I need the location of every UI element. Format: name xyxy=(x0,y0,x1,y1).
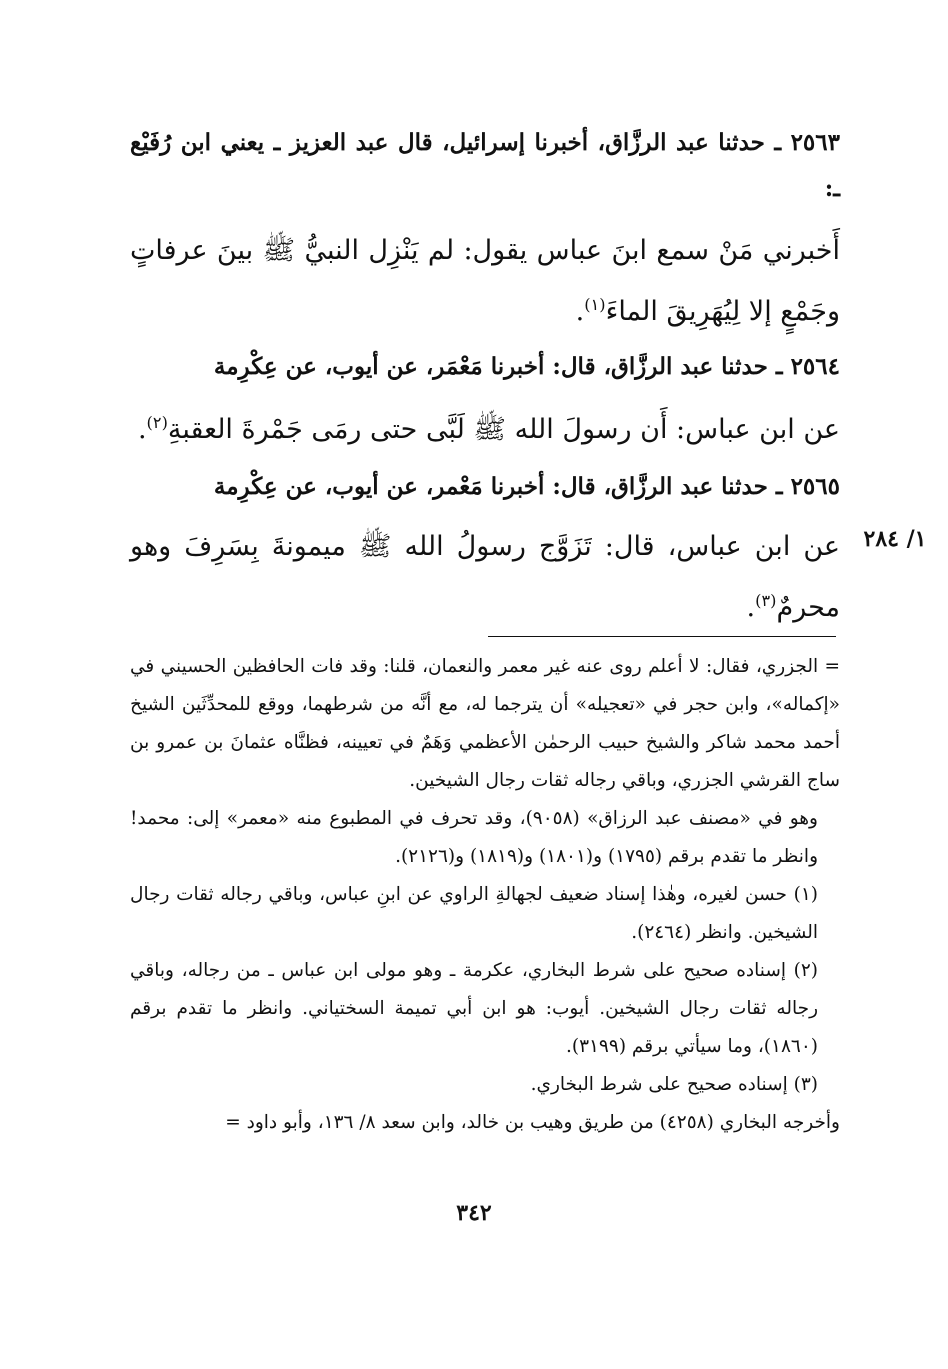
hadith-2564-isnad xyxy=(130,344,840,390)
hadith-2563-matn xyxy=(130,224,840,339)
footnote-3-continuation: وأخرجه البخاري (٤٢٥٨) من طريق وهيب بن خالد، وابن سعد ٨/ ١٣٦، وأبو داود = xyxy=(225,1112,840,1133)
footnotes-section xyxy=(130,648,840,1142)
hadith-2565-matn-text: عن ابن عباس، قال: تَزَوَّج رسولُ الله ﷺ ميمونةَ بِسَرِفَ وهو محرمٌ xyxy=(130,531,840,623)
hadith-2565-isnad xyxy=(130,464,840,510)
footnote-ref-2[interactable]: (٢) xyxy=(146,413,168,432)
hadith-2565-matn xyxy=(130,520,840,635)
hadith-2563-end: . xyxy=(575,296,585,327)
hadith-2563-isnad xyxy=(130,120,840,212)
footnote-ref-3[interactable]: (٣) xyxy=(755,591,777,610)
footnote-1: (١) حسن لغيره، وهٰذا إسناد ضعيف لجهالةِ الراوي عن ابنِ عباس، وباقي رجاله ثقات رجال الشيخين. وانظر (٢٤٦٤). xyxy=(130,884,818,943)
footnote-continuation-2: وهو في «مصنف عبد الرزاق» (٩٠٥٨)، وقد تحرف في المطبوع منه «معمر» إلى: محمد! وانظر ما تقدم برقم (١٧٩٥) و(١٨٠١) و(١٨١٩) و(٢١٢٦). xyxy=(130,808,818,867)
footnote-continuation: = الجزري، فقال: لا أعلم روى عنه غير معمر والنعمان، قلنا: وقد فات الحافظين الحسيني في «إكماله»، وابن حجر في «تعجيله» أن يترجما له، مع أنَّه من شرطهما، ووقع للمحدِّثَين الشيخ أحمد محمد شاكر والشيخ حبيب الرحمٰن الأعظمي وَهَمٌ في تعيينه، فظنَّاه عثمانَ بن عمرو بن ساج القرشي الجزري، وباقي رجاله ثقات رجال الشيخين. xyxy=(130,656,840,791)
hadith-2565-end: . xyxy=(746,592,756,623)
hadith-2564-matn xyxy=(130,396,840,457)
margin-volume-page-ref: ١/ ٢٨٤ xyxy=(863,526,927,552)
hadith-2563-matn-text: أَخبرني مَنْ سمع ابنَ عباس يقول: لم يَنْزِل النبيُّ ﷺ بينَ عرفاتٍ وجَمْعٍ إلا لِيُهَرِيقَ الماءَ xyxy=(130,235,840,327)
footnote-3: (٣) إسناده صحيح على شرط البخاري. xyxy=(530,1074,818,1095)
footnote-ref-1[interactable]: (١) xyxy=(584,295,606,314)
hadith-2564-end: . xyxy=(137,414,147,445)
page-number: ٣٤٢ xyxy=(456,1200,492,1226)
hadith-2563-isnad-text: ٢٥٦٣ ـ حدثنا عبد الرزَّاق، أخبرنا إسرائيل، قال عبد العزيز ـ يعني ابن رُفَيْع ـ: xyxy=(130,129,840,202)
footnote-2: (٢) إسناده صحيح على شرط البخاري، عكرمة ـ وهو مولى ابن عباس ـ من رجاله، وباقي رجاله ثقات رجال الشيخين. أيوب: هو ابن أبي تميمة السختياني. وانظر ما تقدم برقم (١٨٦٠)، وما سيأتي برقم (٣١٩٩). xyxy=(130,960,818,1057)
hadith-2564-isnad-text: ٢٥٦٤ ـ حدثنا عبد الرزَّاق، قال: أخبرنا مَعْمَر، عن أيوب، عن عِكْرِمة xyxy=(213,353,840,380)
footnote-divider xyxy=(488,636,836,637)
hadith-2564-matn-text: عن ابن عباس: أَن رسولَ الله ﷺ لَبَّى حتى رمَى جَمْرةَ العقبةِ xyxy=(167,414,840,445)
hadith-2565-isnad-text: ٢٥٦٥ ـ حدثنا عبد الرزَّاق، قال: أخبرنا مَعْمر، عن أيوب، عن عِكْرِمة xyxy=(213,473,840,500)
